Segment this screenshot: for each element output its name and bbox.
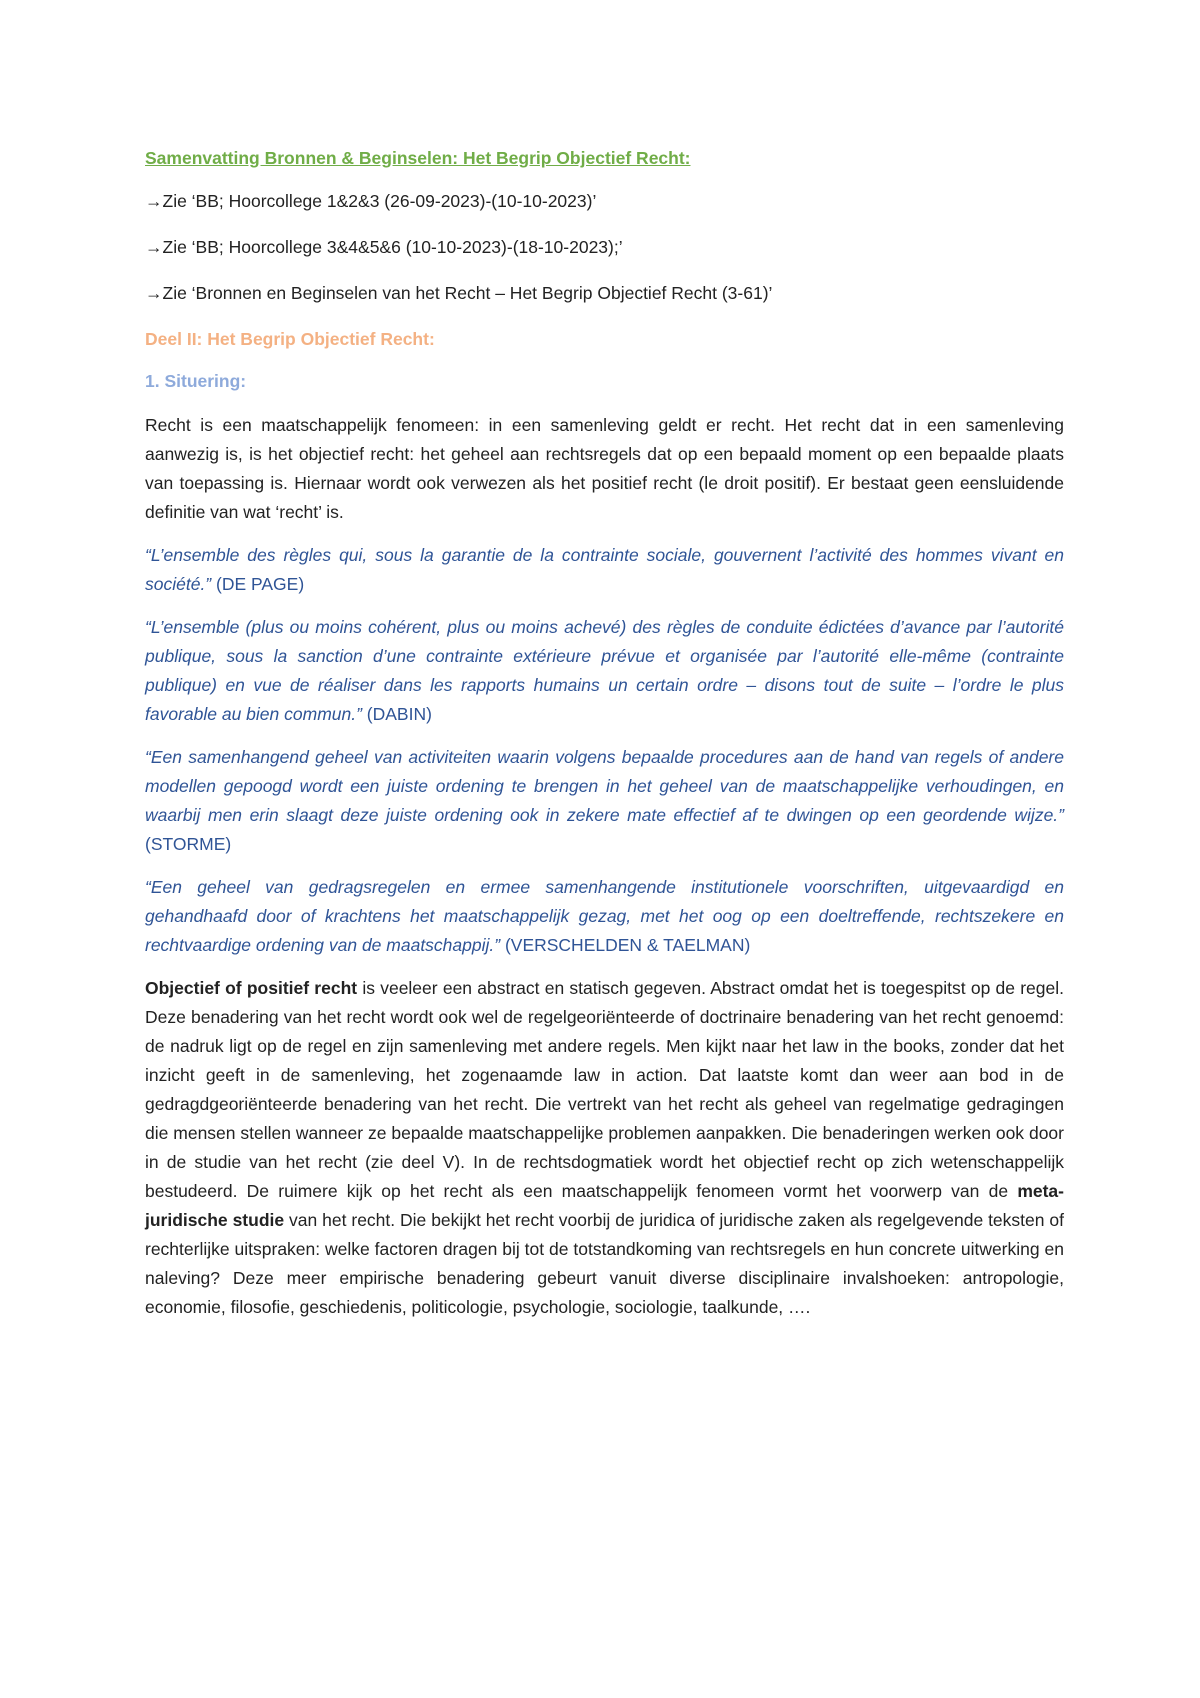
quote-author: (VERSCHELDEN & TAELMAN) — [500, 935, 751, 955]
quote-text: “L’ensemble (plus ou moins cohérent, plus ou moins achevé) des règles de conduite édictées d’avance par l’autorité publique, sous la sanction d’une contrainte extérieure prévue et organisée par l’autorité elle-même (contrainte publique) en vue de réaliser dans les rapports humains un certain ordre – disons tout de suite – l’ordre le plus favorable au bien commun.” — [145, 617, 1064, 724]
reference-line-2 — [145, 236, 1064, 258]
reference-text: Zie ‘Bronnen en Beginselen van het Recht – Het Begrip Objectief Recht (3-61)’ — [162, 283, 773, 303]
paragraph-text: van het recht. Die bekijkt het recht voorbij de juridica of juridische zaken als regelgevende teksten of rechterlijke uitspraken: welke factoren dragen bij tot de totstandkoming van rechtsregels en hun concrete uitwerking en naleving? Deze meer empirische benadering gebeurt vanuit diverse disciplinaire invalshoeken: antropologie, economie, filosofie, geschiedenis, politicologie, psychologie, sociologie, taalkunde, …. — [145, 1210, 1064, 1317]
reference-line-1 — [145, 190, 1064, 212]
intro-paragraph: Recht is een maatschappelijk fenomeen: in een samenleving geldt er recht. Het recht dat in een samenleving aanwezig is, is het objectief recht: het geheel aan rechtsregels dat op een bepaald moment op een bepaalde plaats van toepassing is. Hiernaar wordt ook verwezen als het positief recht (le droit positif). Er bestaat geen eensluidende definitie van wat ‘recht’ is. — [145, 415, 1064, 522]
reference-text: Zie ‘BB; Hoorcollege 1&2&3 (26-09-2023)-(10-10-2023)’ — [162, 191, 597, 211]
arrow-right-icon: → — [145, 237, 163, 257]
arrow-right-icon: → — [145, 191, 163, 211]
main-paragraph — [145, 974, 1064, 1322]
quote-dabin — [145, 613, 1064, 729]
quote-text: “L’ensemble des règles qui, sous la garantie de la contrainte sociale, gouvernent l’activité des hommes vivant en société.” — [145, 545, 1064, 594]
quote-author: (DABIN) — [361, 704, 432, 724]
quote-text: “Een geheel van gedragsregelen en ermee samenhangende institutionele voorschriften, uitgevaardigd en gehandhaafd door of krachtens het maatschappelijk gezag, met het oog op een doeltreffende, rechtszekere en rechtvaardige ordening van de maatschappij.” — [145, 877, 1064, 955]
quote-verschelden-taelman — [145, 873, 1064, 960]
reference-line-3 — [145, 282, 1064, 304]
section-heading: Deel II: Het Begrip Objectief Recht: — [145, 329, 435, 349]
paragraph-text: is veeleer een abstract en statisch gegeven. Abstract omdat het is toegespitst op de regel. Deze benadering van het recht wordt ook wel de regelgeoriënteerde of doctrinaire benadering van het recht genoemd: de nadruk ligt op de regel en zijn samenleving met andere regels. Men kijkt naar het law in the books, zonder dat het inzicht geeft in de samenleving, het zogenaamde law in action. Dat laatste komt dan weer aan bod in de gedragdgeoriënteerde benadering van het recht. Die vertrekt van het recht als geheel van regelmatige gedragingen die mensen stellen wanneer ze bepaalde maatschappelijke problemen aanpakken. Die benaderingen werken ook door in de studie van het recht (zie deel V). In de rechtsdogmatiek wordt het objectief recht op zich wetenschappelijk bestudeerd. De ruimere kijk op het recht als een maatschappelijk fenomeen vormt het voorwerp van de — [145, 978, 1065, 1201]
bold-term: meta-juridische studie — [145, 1181, 1064, 1230]
quote-author: (DE PAGE) — [211, 574, 305, 594]
reference-text: Zie ‘BB; Hoorcollege 3&4&5&6 (10-10-2023)-(18-10-2023);’ — [162, 237, 623, 257]
quote-de-page — [145, 541, 1064, 599]
quote-text: “Een samenhangend geheel van activiteiten waarin volgens bepaalde procedures aan de hand van regels of andere modellen gepoogd wordt een juiste ordening te brengen in het geheel van de maatschappelijke verhoudingen, en waarbij men erin slaagt deze juiste ordening ook in zekere mate effectief af te dwingen op een geordende wijze.” — [145, 747, 1064, 825]
arrow-right-icon: → — [145, 283, 163, 303]
sub-heading: 1. Situering: — [145, 371, 247, 391]
quote-storme — [145, 743, 1064, 859]
quote-author: (STORME) — [145, 834, 232, 854]
document-title: Samenvatting Bronnen & Beginselen: Het Begrip Objectief Recht: — [145, 148, 691, 168]
bold-term: Objectief of positief recht — [145, 978, 358, 998]
